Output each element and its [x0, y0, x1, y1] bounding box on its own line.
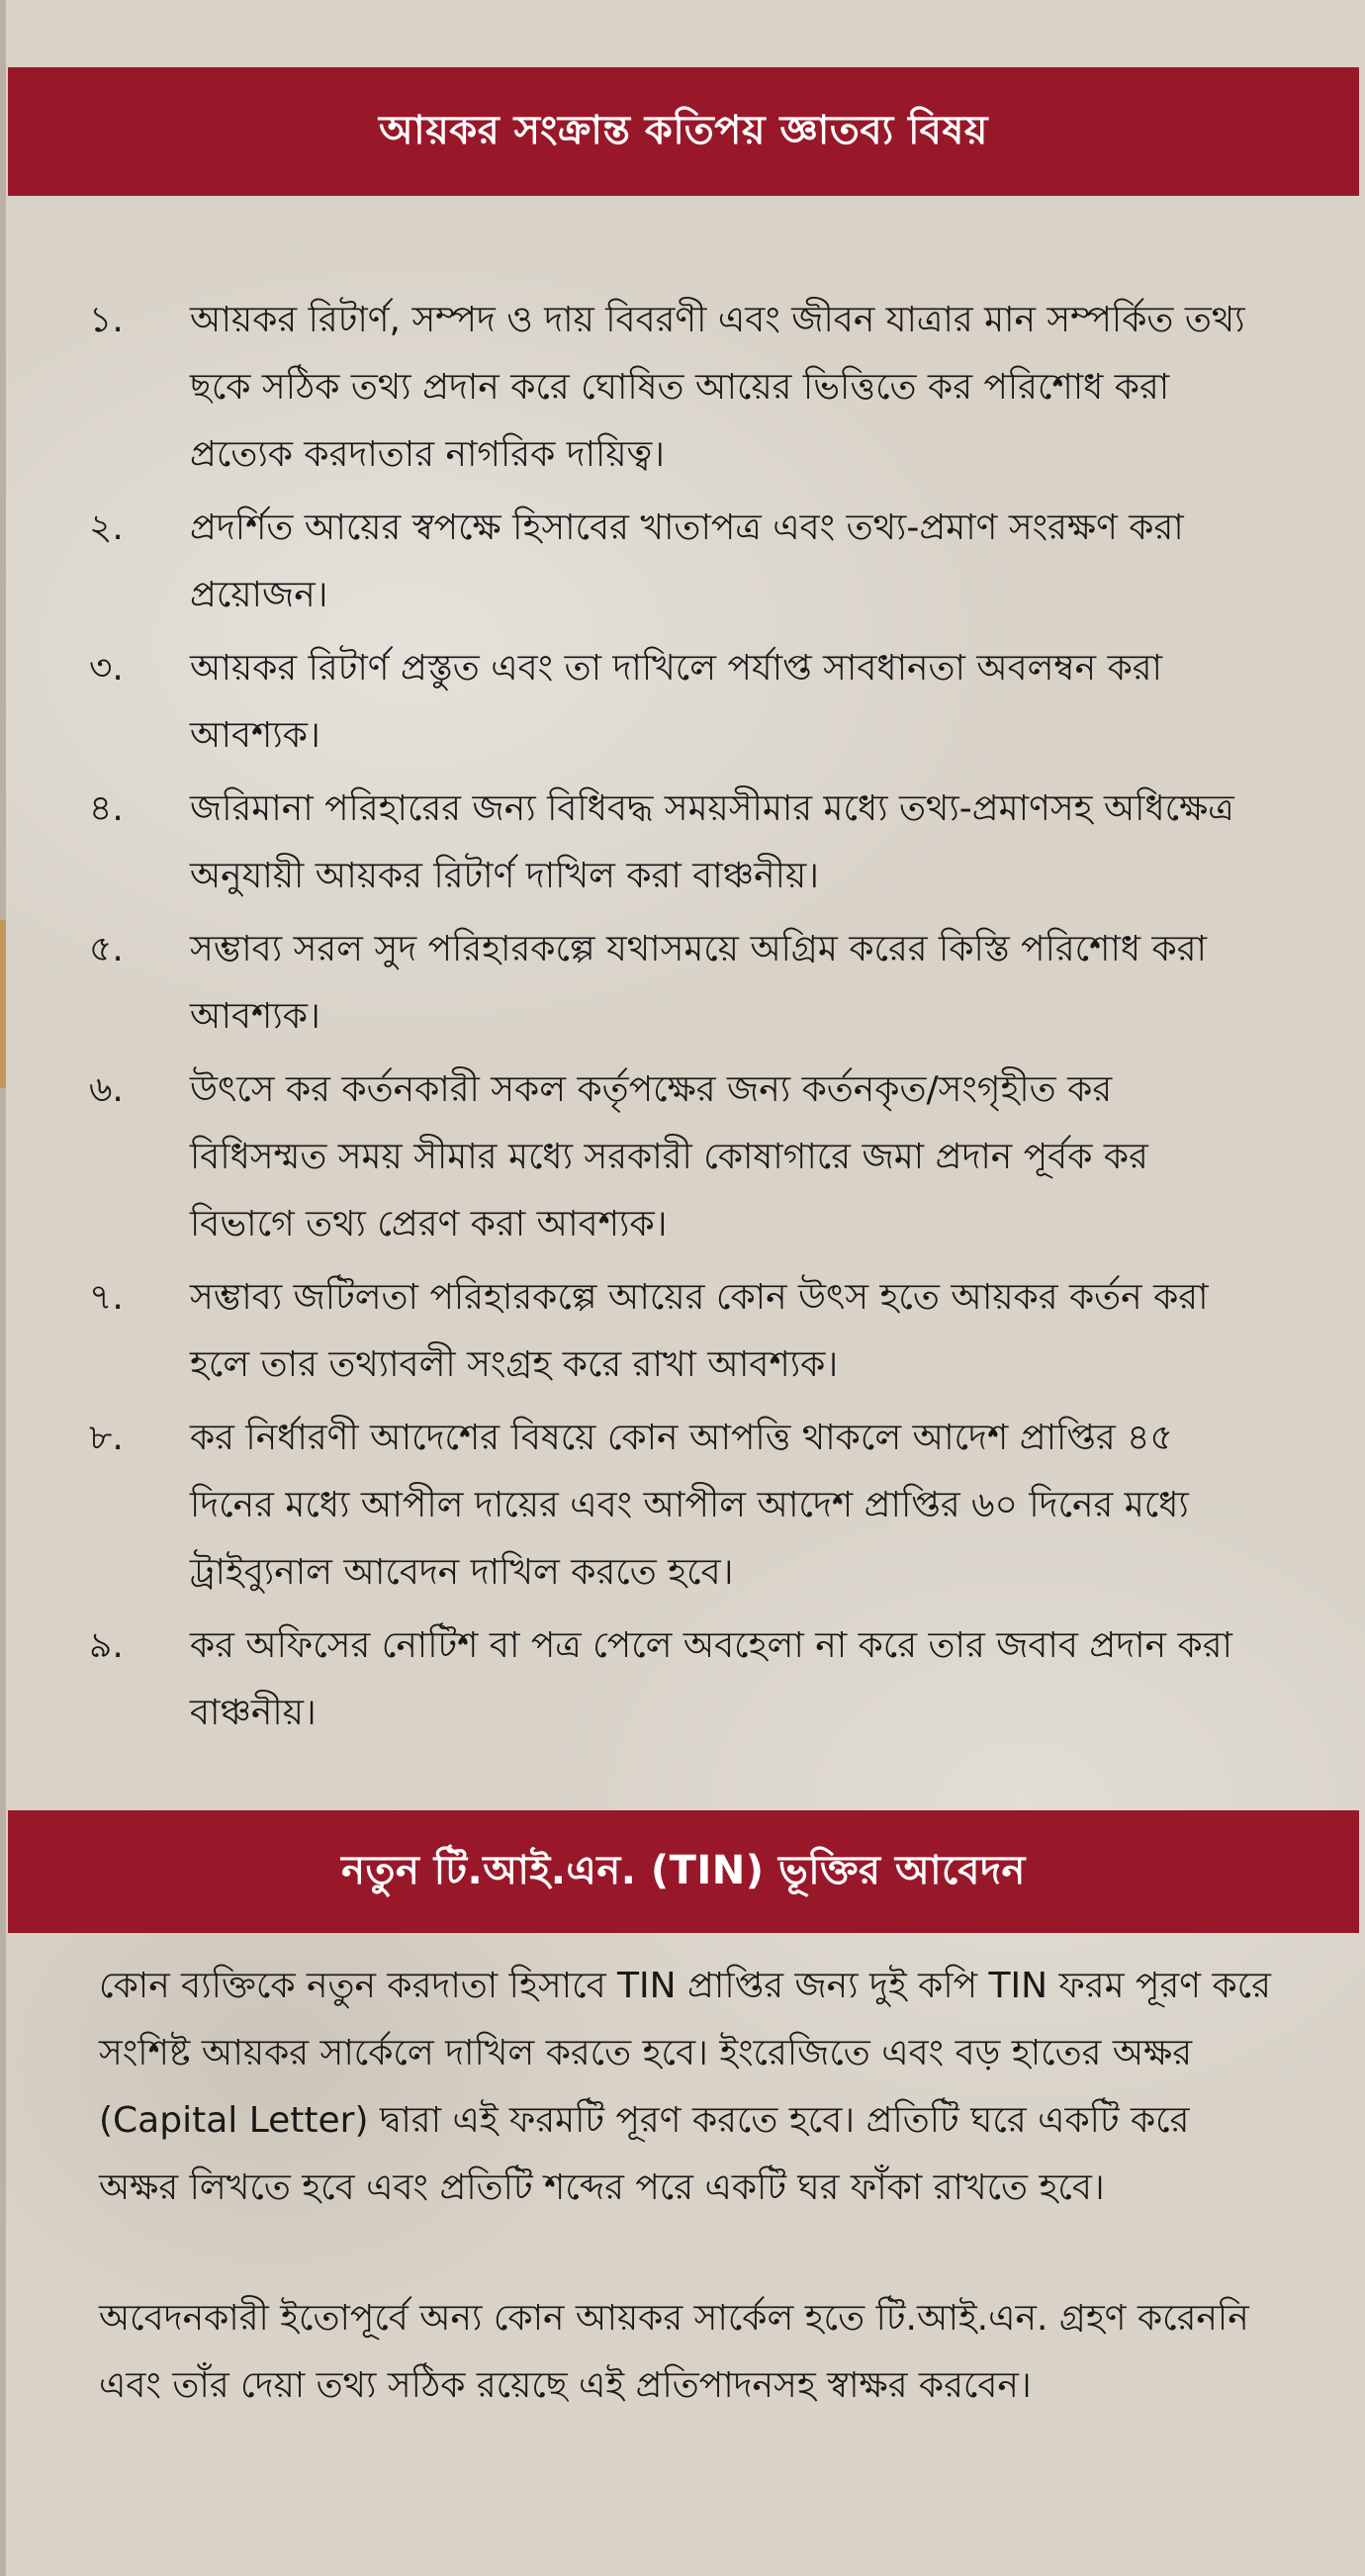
page-left-edge	[0, 0, 6, 2576]
list-item-text: সম্ভাব্য সরল সুদ পরিহারকল্পে যথাসময়ে অগ্রিম করের কিস্তি পরিশোধ করা আবশ্যক।	[190, 929, 1207, 1037]
list-item-number: ৫.	[89, 929, 124, 969]
list-item-text: উৎসে কর কর্তনকারী সকল কর্তৃপক্ষের জন্য কর্তনকৃত/সংগৃহীত কর বিধিসম্মত সময় সীমার মধ্যে সরকারী কোষাগারে জমা প্রদান পূর্বক কর বিভাগে তথ্য প্রেরণ করা আবশ্যক।	[190, 1069, 1148, 1244]
list-item-number: ৮.	[89, 1418, 124, 1458]
list-item-number: ২.	[89, 507, 124, 548]
list-item-number: ৭.	[89, 1277, 124, 1318]
list-item-number: ৯.	[89, 1625, 124, 1666]
list-item-text: প্রদর্শিত আয়ের স্বপক্ষে হিসাবের খাতাপত্র এবং তথ্য-প্রমাণ সংরক্ষণ করা প্রয়োজন।	[190, 507, 1184, 615]
section-header-tax-info	[8, 67, 1359, 196]
tin-paragraph: অবেদনকারী ইতোপূর্বে অন্য কোন আয়কর সার্কেল হতে টি.আই.এন. গ্রহণ করেননি এবং তাঁর দেয়া তথ্য সঠিক রয়েছে এই প্রতিপাদনসহ স্বাক্ষর করবেন।	[99, 2298, 1249, 2406]
list-item-number: ৬.	[89, 1069, 124, 1110]
list-item-number: ১.	[89, 300, 124, 340]
list-item-number: ৪.	[89, 788, 124, 829]
list-item-text: কর অফিসের নোটিশ বা পত্র পেলে অবহেলা না করে তার জবাব প্রদান করা বাঞ্চনীয়।	[190, 1625, 1232, 1733]
edge-color-mark	[0, 920, 6, 1088]
list-item-text: আয়কর রিটার্ণ, সম্পদ ও দায় বিবরণী এবং জীবন যাত্রার মান সম্পর্কিত তথ্য ছকে সঠিক তথ্য প্রদান করে ঘোষিত আয়ের ভিত্তিতে কর পরিশোধ করা প্রত্যেক করদাতার নাগরিক দায়িত্ব।	[190, 300, 1245, 475]
section-title-tin: নতুন টি.আই.এন. (TIN) ভূক্তির আবেদন	[341, 1847, 1026, 1893]
list-item-text: আয়কর রিটার্ণ প্রস্তুত এবং তা দাখিলে পর্যাপ্ত সাবধানতা অবলম্বন করা আবশ্যক।	[190, 648, 1162, 756]
section-title-tax-info: আয়কর সংক্রান্ত কতিপয় জ্ঞাতব্য বিষয়	[379, 107, 988, 153]
list-item-text: সম্ভাব্য জটিলতা পরিহারকল্পে আয়ের কোন উৎস হতে আয়কর কর্তন করা হলে তার তথ্যাবলী সংগ্রহ করে রাখা আবশ্যক।	[190, 1277, 1209, 1385]
tin-paragraph: কোন ব্যক্তিকে নতুন করদাতা হিসাবে TIN প্রাপ্তির জন্য দুই কপি TIN ফরম পূরণ করে সংশিষ্ট আয়কর সার্কেলে দাখিল করতে হবে। ইংরেজিতে এবং বড় হাতের অক্ষর (Capital Letter) দ্বারা এই ফরমটি পূরণ করতে হবে। প্রতিটি ঘরে একটি করে অক্ষর লিখতে হবে এবং প্রতিটি শব্দের পরে একটি ঘর ফাঁকা রাখতে হবে।	[99, 1966, 1271, 2208]
list-item-text: জরিমানা পরিহারের জন্য বিধিবদ্ধ সময়সীমার মধ্যে তথ্য-প্রমাণসহ অধিক্ষেত্র অনুযায়ী আয়কর রিটার্ণ দাখিল করা বাঞ্চনীয়।	[190, 788, 1234, 896]
list-item-number: ৩.	[89, 648, 124, 689]
section-header-tin	[8, 1810, 1359, 1933]
list-item-text: কর নির্ধারণী আদেশের বিষয়ে কোন আপত্তি থাকলে আদেশ প্রাপ্তির ৪৫ দিনের মধ্যে আপীল দায়ের এবং আপীল আদেশ প্রাপ্তির ৬০ দিনের মধ্যে ট্রাইব্যুনাল আবেদন দাখিল করতে হবে।	[190, 1418, 1189, 1593]
